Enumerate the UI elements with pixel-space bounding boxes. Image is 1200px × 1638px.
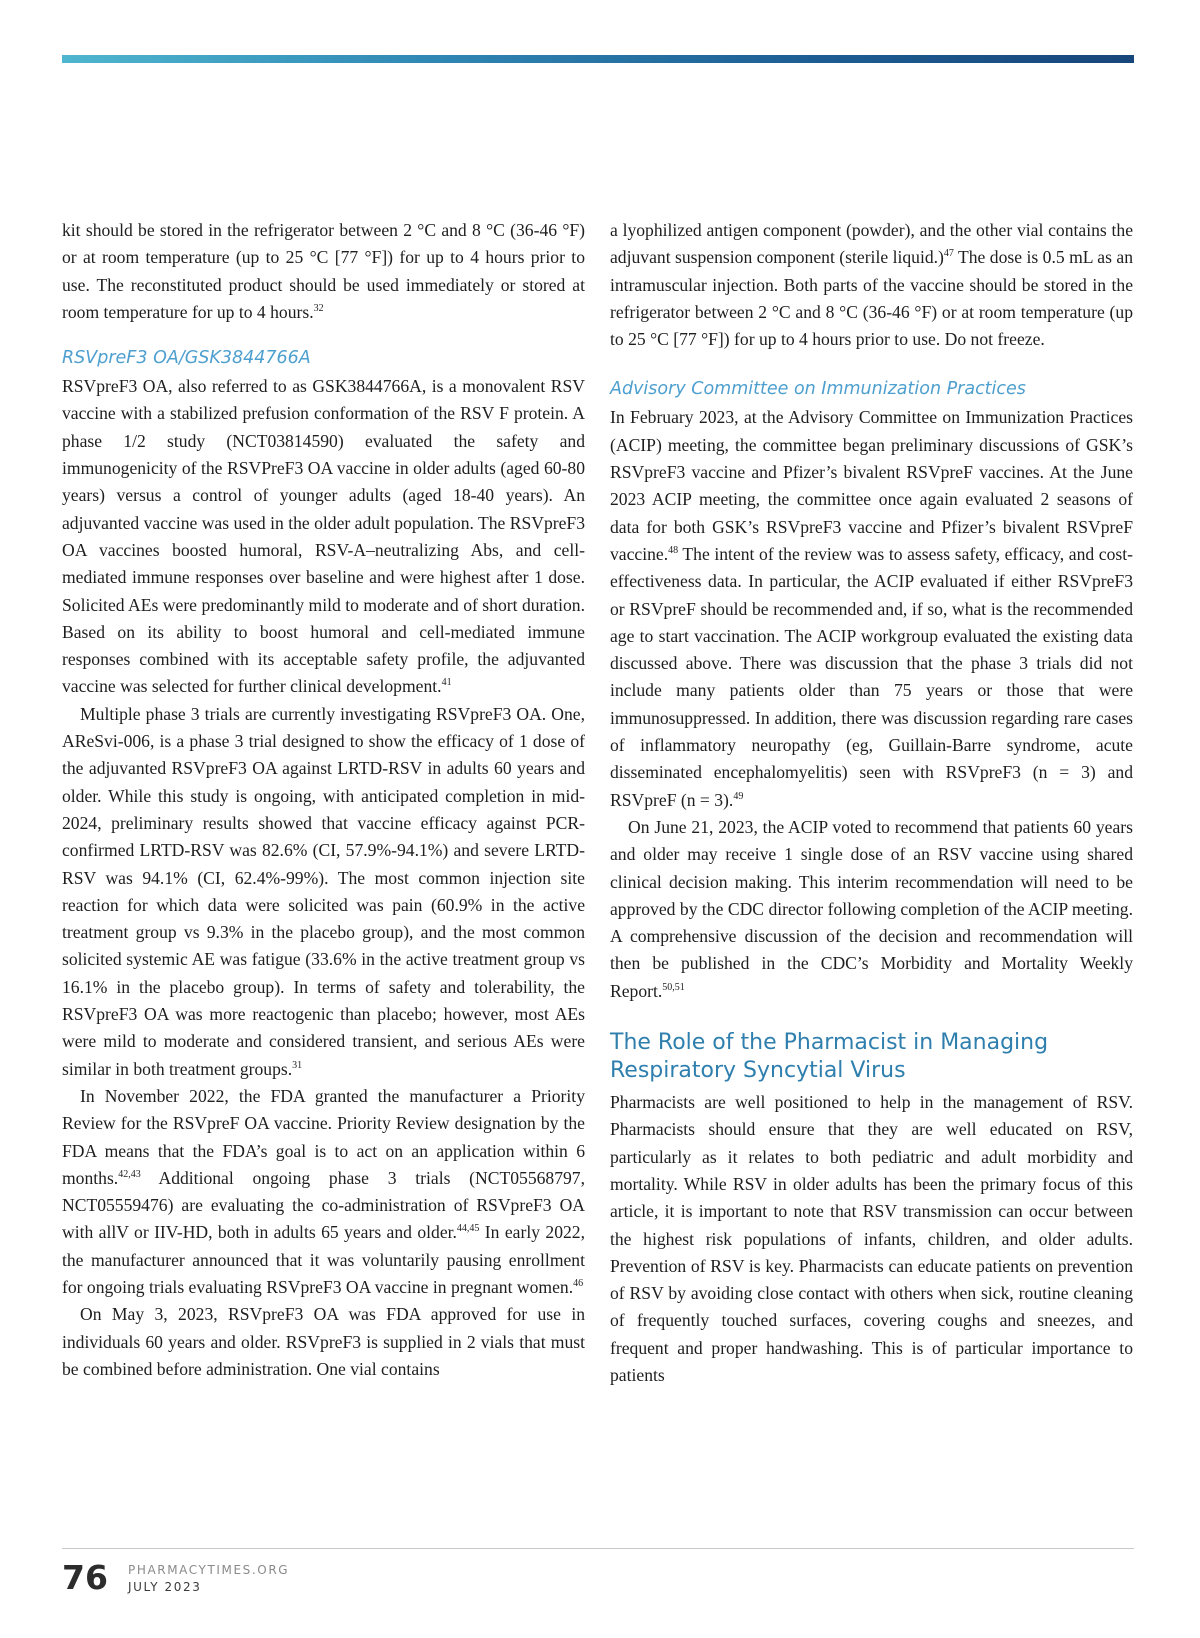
- footer-divider: [62, 1548, 1134, 1549]
- footer-website: PHARMACYTIMES.ORG: [128, 1563, 290, 1577]
- citation-ref: 32: [313, 302, 324, 314]
- right-column: [610, 217, 1133, 1389]
- citation-ref: 46: [573, 1277, 584, 1289]
- citation-ref: 42,43: [118, 1168, 141, 1180]
- paragraph: kit should be stored in the refrigerator between 2 °C and 8 °C (36-46 °F) or at room temperature (up to 25 °C [77 °F]) for up to 4 hours prior to use. The reconstituted product should be used immediately or stored at room temperature for up to 4 hours.$^{32}$: [62, 220, 585, 322]
- paragraph: Multiple phase 3 trials are currently investigating RSVpreF3 OA. One, AReSvi-006, is a phase 3 trial designed to show the efficacy of 1 dose of the adjuvanted RSVpreF3 OA against LRTD-RSV in adults 60 years and older. While this study is ongoing, with anticipated completion in mid-2024, preliminary results showed that vaccine efficacy against PCR-confirmed LRTD-RSV was 82.6% (CI, 57.9%-94.1%) and severe LRTD-RSV was 94.1% (CI, 62.4%-99%). The most common injection site reaction for which data were solicited was pain (60.9% in the active treatment group vs 9.3% in the placebo group), and the most common solicited systemic AE was fatigue (33.6% in the active treatment group vs 16.1% in the placebo group). In terms of safety and tolerability, the RSVpreF3 OA was more reactogenic than placebo; however, most AEs were mild to moderate and considered transient, and serious AEs were similar in both treatment groups.$^{31}$: [62, 703, 585, 1079]
- citation-ref: 48: [668, 544, 679, 556]
- paragraph: On June 21, 2023, the ACIP voted to recommend that patients 60 years and older may receive 1 single dose of an RSV vaccine using shared clinical decision making. This interim recommendation will need to be approved by the CDC director following completion of the ACIP meeting. A comprehensive discussion of the decision and recommendation will then be published in the CDC’s Morbidity and Mortality Weekly Report.$^{50,51}$: [610, 816, 1133, 1001]
- subheading-acip: Advisory Committee on Immunization Practices: [610, 379, 1026, 400]
- paragraph: On May 3, 2023, RSVpreF3 OA was FDA approved for use in individuals 60 years and older. RSVpreF3 is supplied in 2 vials that must be combined before administration. One vial contains: [62, 1304, 585, 1379]
- paragraph: a lyophilized antigen component (powder), and the other vial contains the adjuvant suspension component (sterile liquid.)$^{47}$ The dose is 0.5 mL as an intramuscular injection. Both parts of the vaccine should be stored in the refrigerator between 2 °C and 8 °C (36-46 °F) or at room temperature (up to 25 °C [77 °F]) for up to 4 hours prior to use. Do not freeze.: [610, 220, 1133, 350]
- top-color-rule: [62, 55, 1134, 63]
- citation-ref: 50,51: [662, 981, 685, 993]
- paragraph: In February 2023, at the Advisory Committee on Immunization Practices (ACIP) meeting, the committee began preliminary discussions of GSK’s RSVpreF3 vaccine and Pfizer’s bivalent RSVpreF vaccines. At the June 2023 ACIP meeting, the committee once again evaluated 2 seasons of data for both GSK’s RSVpreF3 vaccine and Pfizer’s bivalent RSVpreF vaccine.$^{48}$ The intent of the review was to assess safety, efficacy, and cost-effectiveness data. In particular, the ACIP evaluated if either RSVpreF3 or RSVpreF should be recommended and, if so, what is the recommended age to start vaccination. The ACIP workgroup evaluated the existing data discussed above. There was discussion that the phase 3 trials did not include many patients older than 75 years or those that were immunosuppressed. In addition, there was discussion regarding rare cases of inflammatory neuropathy (eg, Guillain-Barre syndrome, acute disseminated encephalomyelitis) seen with RSVpreF3 (n = 3) and RSVpreF (n = 3).$^{49}$: [610, 407, 1133, 810]
- citation-ref: 44,45: [456, 1223, 480, 1235]
- citation-ref: 49: [733, 790, 744, 802]
- paragraph: RSVpreF3 OA, also referred to as GSK3844766A, is a monovalent RSV vaccine with a stabilized prefusion conformation of the RSV F protein. A phase 1/2 study (NCT03814590) evaluated the safety and immunogenicity of the RSVPreF3 OA vaccine in older adults (aged 60-80 years) versus a control of younger adults (aged 18-40 years). An adjuvanted vaccine was used in the older adult population. The RSVpreF3 OA vaccines boosted humoral, RSV-A–neutralizing Abs, and cell-mediated immune responses over baseline and were highest after 1 dose. Solicited AEs were predominantly mild to moderate and of short duration. Based on its ability to boost humoral and cell-mediated immune responses combined with its acceptable safety profile, the adjuvanted vaccine was selected for further clinical development.$^{41}$: [62, 376, 585, 697]
- citation-ref: 31: [292, 1059, 303, 1071]
- paragraph: In November 2022, the FDA granted the manufacturer a Priority Review for the RSVpreF OA vaccine. Priority Review designation by the FDA means that the FDA’s goal is to act on an application within 6 months.$^{42,43}$ Additional ongoing phase 3 trials (NCT05568797, NCT05559476) are evaluating the co-administration of RSVpreF3 OA with allV or IIV-HD, both in adults 65 years and older.$^{44,45}$ In early 2022, the manufacturer announced that it was voluntarily pausing enrollment for ongoing trials evaluating RSVpreF3 OA vaccine in pregnant women.$^{46}$: [62, 1085, 585, 1297]
- citation-ref: 47: [943, 248, 954, 260]
- section-heading-pharmacist-role: The Role of the Pharmacist in Managing Respiratory Syncytial Virus: [610, 1030, 1049, 1084]
- citation-ref: 41: [441, 677, 452, 689]
- subheading-rsvpref3: RSVpreF3 OA/GSK3844766A: [62, 348, 311, 369]
- page-number: 76: [62, 1558, 108, 1597]
- paragraph: Pharmacists are well positioned to help in the management of RSV. Pharmacists should ensure that they are well educated on RSV, particularly as it relates to both pediatric and adult morbidity and mortality. While RSV in older adults has been the primary focus of this article, it is important to note that RSV transmission can occur between the highest risk populations of infants, children, and older adults. Prevention of RSV is key. Pharmacists can educate patients on prevention of RSV by avoiding close contact with others when sick, routine cleaning of frequently touched surfaces, covering coughs and sneezes, and frequent and proper handwashing. This is of particular importance to patients: [610, 1092, 1133, 1385]
- footer-issue-date: JULY 2023: [128, 1580, 202, 1594]
- left-column: [62, 217, 585, 1383]
